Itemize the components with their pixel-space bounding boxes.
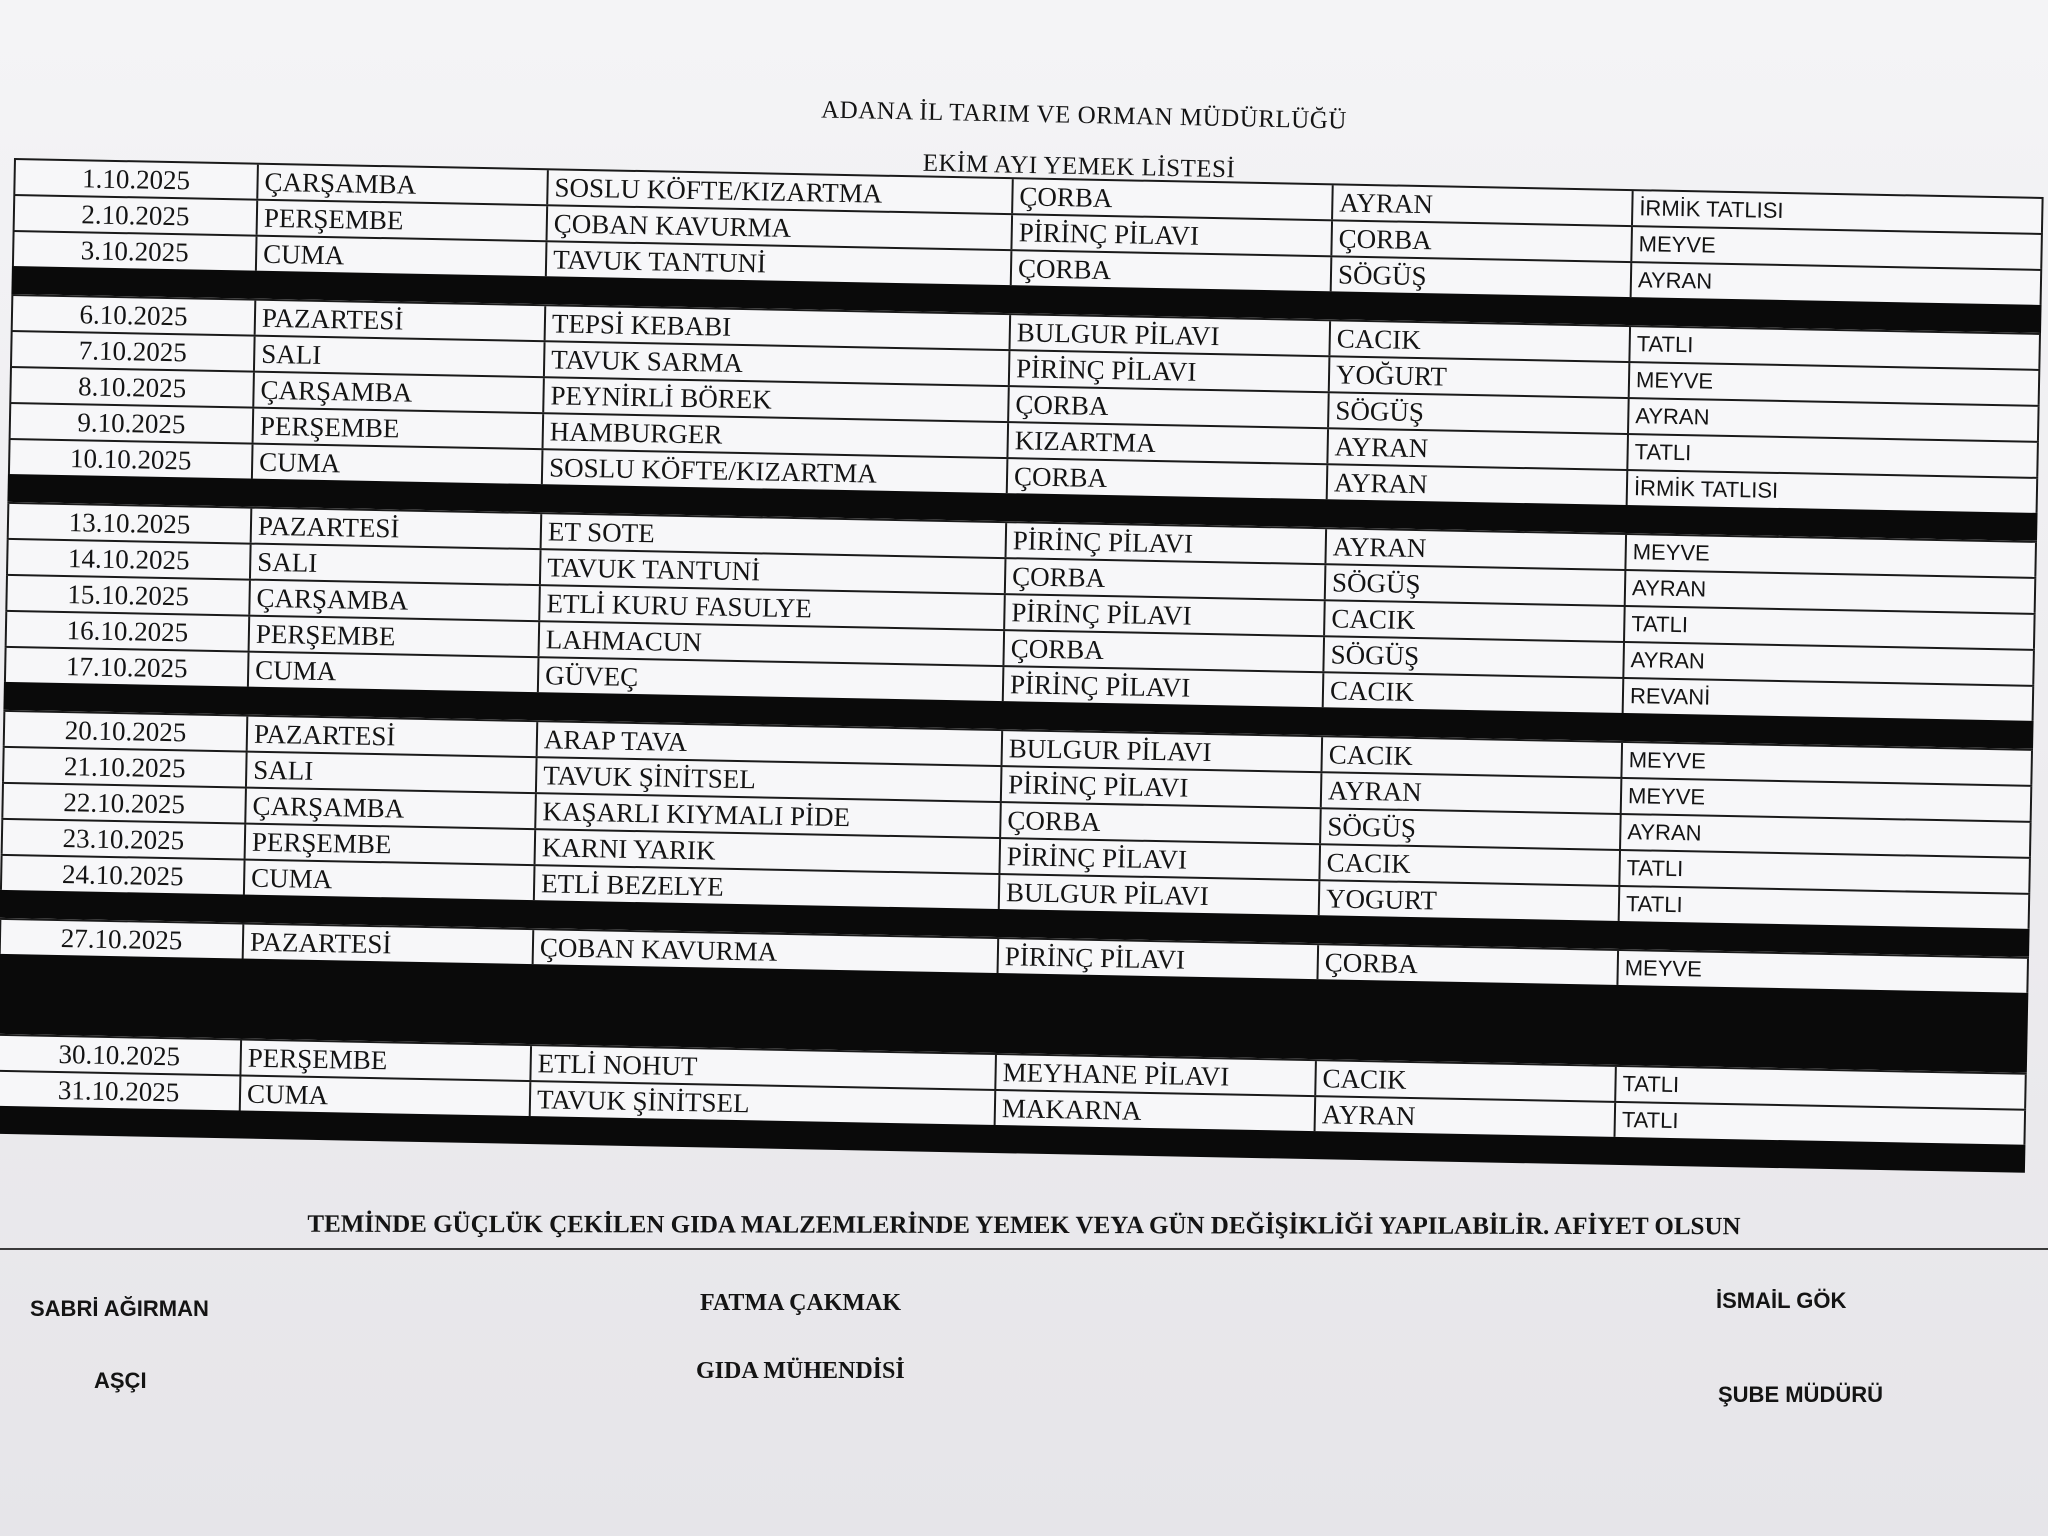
extra-cell: YOĞURT — [1330, 357, 1631, 397]
main-dish-cell: ETLİ KURU FASULYE — [540, 586, 1006, 629]
date-cell: 21.10.2025 — [2, 748, 248, 787]
date-cell: 27.10.2025 — [0, 920, 244, 959]
side-dish-cell: ÇORBA — [1012, 251, 1333, 291]
dessert-cell: İRMİK TATLISI — [1633, 191, 2044, 233]
dessert-cell: TATLI — [1616, 1067, 2027, 1109]
main-dish-cell: TAVUK ŞİNİTSEL — [531, 1082, 997, 1125]
day-cell: CUMA — [253, 445, 544, 485]
dessert-cell: AYRAN — [1621, 815, 2032, 857]
extra-cell: SÖGÜŞ — [1329, 393, 1630, 433]
main-dish-cell: LAHMACUN — [540, 622, 1006, 665]
date-cell: 10.10.2025 — [8, 440, 254, 479]
side-dish-cell: PİRİNÇ PİLAVI — [1007, 523, 1328, 563]
side-dish-cell: ÇORBA — [1013, 179, 1334, 219]
dessert-cell: MEYVE — [1630, 363, 2041, 405]
day-cell: PERŞEMBE — [254, 409, 545, 449]
side-dish-cell: ÇORBA — [1001, 803, 1322, 843]
day-cell: SALI — [255, 337, 546, 377]
extra-cell: ÇORBA — [1332, 221, 1633, 261]
main-dish-cell: ÇOBAN KAVURMA — [548, 206, 1014, 249]
date-cell: 13.10.2025 — [7, 504, 253, 543]
date-cell: 22.10.2025 — [1, 784, 247, 823]
date-cell: 31.10.2025 — [0, 1072, 241, 1111]
main-dish-cell: TAVUK SARMA — [545, 342, 1011, 385]
date-cell: 30.10.2025 — [0, 1036, 242, 1075]
main-dish-cell: ARAP TAVA — [538, 722, 1004, 765]
side-dish-cell: PİRİNÇ PİLAVI — [1005, 595, 1326, 635]
side-dish-cell: MEYHANE PİLAVI — [996, 1055, 1317, 1095]
day-cell: CUMA — [257, 237, 548, 277]
date-cell: 7.10.2025 — [10, 332, 256, 371]
day-cell: ÇARŞAMBA — [258, 165, 549, 205]
engineer-name: FATMA ÇAKMAK — [700, 1290, 902, 1316]
side-dish-cell: PİRİNÇ PİLAVI — [1002, 767, 1323, 807]
dessert-cell: MEYVE — [1618, 951, 2029, 993]
main-dish-cell: ÇOBAN KAVURMA — [534, 930, 1000, 973]
notice-text: TEMİNDE GÜÇLÜK ÇEKİLEN GIDA MALZEMLERİNDE YEMEK VEYA GÜN DEĞİŞİKLİĞİ YAPILABİLİR. AFİYET OLSUN — [307, 1210, 1741, 1241]
extra-cell: SÖGÜŞ — [1324, 637, 1625, 677]
date-cell: 8.10.2025 — [9, 368, 255, 407]
extra-cell: AYRAN — [1322, 773, 1623, 813]
extra-cell: SÖGÜŞ — [1326, 565, 1627, 605]
day-cell: PAZARTESİ — [248, 717, 539, 757]
menu-title: EKİM AYI YEMEK LİSTESİ — [922, 149, 1236, 184]
date-cell: 16.10.2025 — [5, 612, 251, 651]
extra-cell: SÖGÜŞ — [1332, 257, 1633, 297]
extra-cell: AYRAN — [1328, 465, 1629, 505]
extra-cell: CACIK — [1316, 1061, 1617, 1101]
extra-cell: CACIK — [1324, 673, 1625, 713]
date-cell: 6.10.2025 — [11, 296, 257, 335]
extra-cell: CACIK — [1330, 321, 1631, 361]
side-dish-cell: PİRİNÇ PİLAVI — [1000, 839, 1321, 879]
main-dish-cell: KARNI YARIK — [536, 830, 1002, 873]
main-dish-cell: SOSLU KÖFTE/KIZARTMA — [543, 450, 1009, 493]
dessert-cell: MEYVE — [1622, 743, 2033, 785]
date-cell: 20.10.2025 — [3, 712, 249, 751]
extra-cell: CACIK — [1322, 737, 1623, 777]
side-dish-cell: BULGUR PİLAVI — [1000, 875, 1321, 915]
main-dish-cell: GÜVEÇ — [539, 658, 1005, 701]
side-dish-cell: PİRİNÇ PİLAVI — [1004, 667, 1325, 707]
day-cell: ÇARŞAMBA — [254, 373, 545, 413]
side-dish-cell: BULGUR PİLAVI — [1003, 731, 1324, 771]
day-cell: PERŞEMBE — [250, 617, 541, 657]
day-cell: PERŞEMBE — [246, 825, 537, 865]
dessert-cell: AYRAN — [1624, 643, 2035, 685]
day-cell: PAZARTESİ — [256, 301, 547, 341]
side-dish-cell: PİRİNÇ PİLAVI — [1012, 215, 1333, 255]
dessert-cell: TATLI — [1630, 327, 2041, 369]
dessert-cell: TATLI — [1620, 887, 2031, 929]
main-dish-cell: TEPSİ KEBABI — [546, 306, 1012, 349]
date-cell: 17.10.2025 — [4, 648, 250, 687]
dessert-cell: MEYVE — [1622, 779, 2033, 821]
day-cell: PAZARTESİ — [252, 509, 543, 549]
extra-cell: AYRAN — [1333, 185, 1634, 225]
date-cell: 1.10.2025 — [13, 160, 259, 199]
extra-cell: SÖGÜŞ — [1321, 809, 1622, 849]
day-cell: PAZARTESİ — [244, 925, 535, 965]
date-cell: 15.10.2025 — [5, 576, 251, 615]
date-cell: 3.10.2025 — [12, 232, 258, 271]
main-dish-cell: KAŞARLI KIYMALI PİDE — [536, 794, 1002, 837]
day-cell: SALI — [251, 545, 542, 585]
day-cell: CUMA — [249, 653, 540, 693]
dessert-cell: AYRAN — [1626, 571, 2037, 613]
cook-title: AŞÇI — [94, 1368, 147, 1393]
main-dish-cell: ETLİ BEZELYE — [535, 866, 1001, 909]
extra-cell: AYRAN — [1316, 1097, 1617, 1137]
menu-table — [0, 158, 2044, 1173]
day-cell: CUMA — [241, 1077, 532, 1117]
dessert-cell: AYRAN — [1632, 263, 2043, 305]
institution-title: ADANA İL TARIM VE ORMAN MÜDÜRLÜĞÜ — [820, 96, 1348, 135]
main-dish-cell: SOSLU KÖFTE/KIZARTMA — [548, 170, 1014, 213]
manager-name: İSMAİL GÖK — [1716, 1288, 1847, 1313]
side-dish-cell: ÇORBA — [1009, 387, 1330, 427]
cook-name: SABRİ AĞIRMAN — [30, 1296, 209, 1321]
main-dish-cell: ET SOTE — [542, 514, 1008, 557]
main-dish-cell: HAMBURGER — [544, 414, 1010, 457]
main-dish-cell: PEYNİRLİ BÖREK — [544, 378, 1010, 421]
dessert-cell: TATLI — [1620, 851, 2031, 893]
day-cell: CUMA — [245, 861, 536, 901]
dessert-cell: MEYVE — [1632, 227, 2043, 269]
side-dish-cell: MAKARNA — [996, 1091, 1317, 1131]
extra-cell: ÇORBA — [1318, 945, 1619, 985]
manager-title: ŞUBE MÜDÜRÜ — [1718, 1382, 1883, 1407]
main-dish-cell: TAVUK TANTUNİ — [547, 242, 1013, 285]
extra-cell: YOGURT — [1320, 881, 1621, 921]
date-cell: 9.10.2025 — [9, 404, 255, 443]
day-cell: SALI — [247, 753, 538, 793]
side-dish-cell: ÇORBA — [1008, 459, 1329, 499]
date-cell: 2.10.2025 — [13, 196, 259, 235]
side-dish-cell: KIZARTMA — [1008, 423, 1329, 463]
dessert-cell: TATLI — [1628, 435, 2039, 477]
side-dish-cell: PİRİNÇ PİLAVI — [999, 939, 1320, 979]
dessert-cell: AYRAN — [1629, 399, 2040, 441]
dessert-cell: TATLI — [1616, 1103, 2027, 1145]
day-cell: PERŞEMBE — [241, 1041, 532, 1081]
side-dish-cell: PİRİNÇ PİLAVI — [1010, 351, 1331, 391]
engineer-title: GIDA MÜHENDİSİ — [696, 1358, 905, 1384]
dessert-cell: MEYVE — [1626, 535, 2037, 577]
main-dish-cell: ETLİ NOHUT — [531, 1046, 997, 1089]
side-dish-cell: BULGUR PİLAVI — [1011, 315, 1332, 355]
date-cell: 14.10.2025 — [6, 540, 252, 579]
day-cell: ÇARŞAMBA — [250, 581, 541, 621]
date-cell: 23.10.2025 — [1, 820, 247, 859]
side-dish-cell: ÇORBA — [1004, 631, 1325, 671]
date-cell: 24.10.2025 — [0, 856, 246, 895]
dessert-cell: REVANİ — [1624, 679, 2035, 721]
day-cell: PERŞEMBE — [258, 201, 549, 241]
main-dish-cell: TAVUK ŞİNİTSEL — [537, 758, 1003, 801]
main-dish-cell: TAVUK TANTUNİ — [541, 550, 1007, 593]
extra-cell: CACIK — [1325, 601, 1626, 641]
side-dish-cell: ÇORBA — [1006, 559, 1327, 599]
extra-cell: AYRAN — [1328, 429, 1629, 469]
day-cell: ÇARŞAMBA — [246, 789, 537, 829]
dessert-cell: İRMİK TATLISI — [1628, 471, 2039, 513]
extra-cell: AYRAN — [1326, 529, 1627, 569]
dessert-cell: TATLI — [1625, 607, 2036, 649]
extra-cell: CACIK — [1320, 845, 1621, 885]
divider-line — [0, 1248, 2048, 1250]
